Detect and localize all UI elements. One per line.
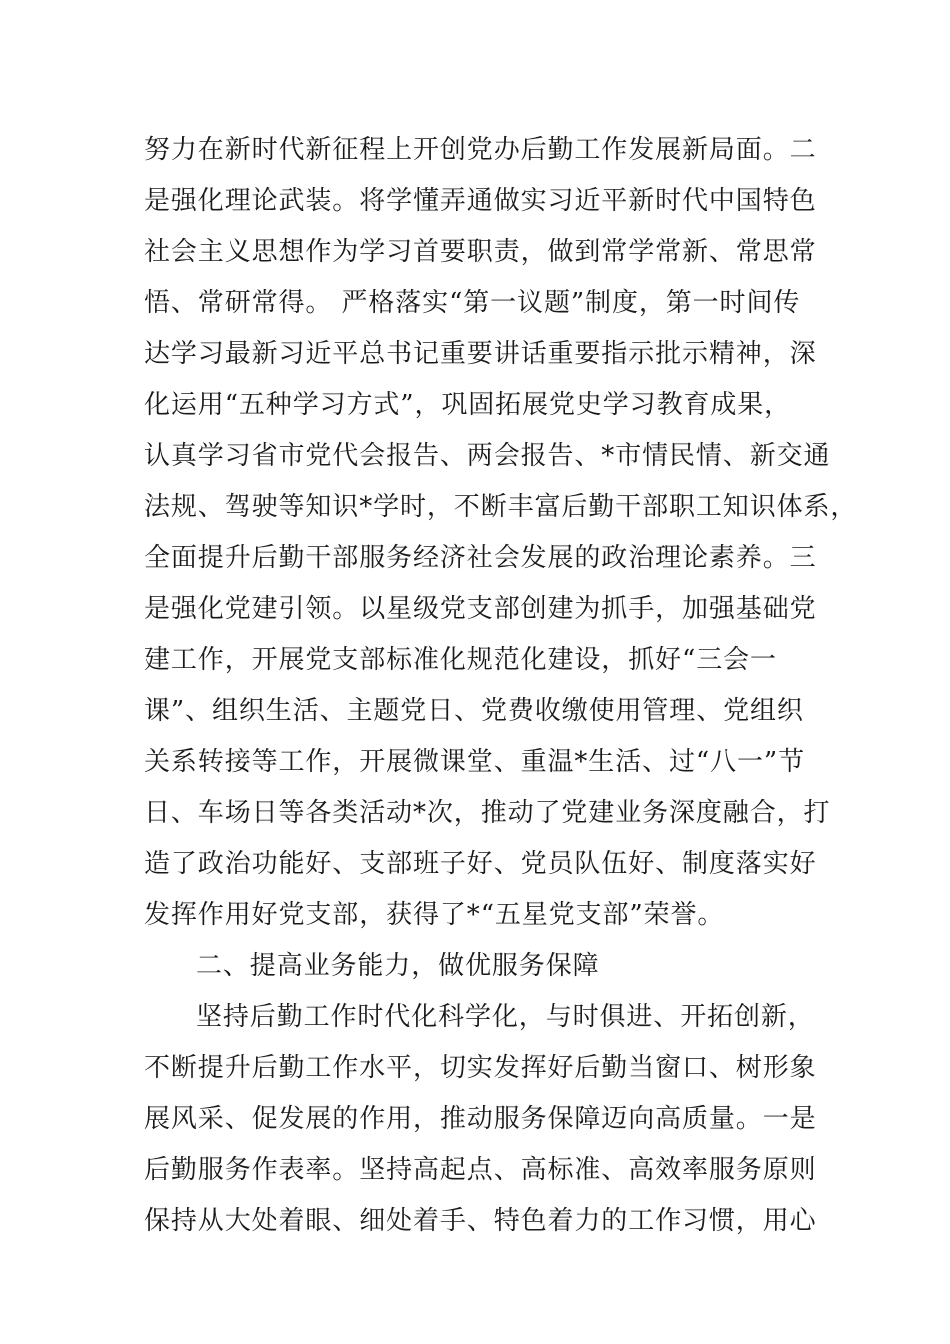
text-line: 化运用“五种学习方式”，巩固拓展党史学习教育成果，	[144, 390, 792, 420]
text-line: 课”、组织生活、主题党日、党费收缴使用管理、党组织	[144, 696, 804, 726]
text-line: 保持从大处着眼、细处着手、特色着力的工作习惯，用心	[144, 1206, 817, 1236]
text-line: 建工作，开展党支部标准化规范化建设，抓好“三会一	[144, 645, 777, 675]
text-line: 发挥作用好党支部，获得了*“五星党支部”荣誉。	[144, 900, 725, 930]
text-line: 是强化党建引领。以星级党支部创建为抓手，加强基础党	[144, 594, 817, 624]
paragraph-first-line: 坚持后勤工作时代化科学化，与时俱进、开拓创新，	[196, 1002, 815, 1032]
text-line: 不断提升后勤工作水平，切实发挥好后勤当窗口、树形象	[144, 1053, 817, 1083]
text-line: 后勤服务作表率。坚持高起点、高标准、高效率服务原则	[144, 1155, 817, 1185]
text-line: 达学习最新习近平总书记重要讲话重要指示批示精神，深	[144, 339, 817, 369]
section-heading: 二、提高业务能力，做优服务保障	[196, 951, 600, 981]
text-line: 造了政治功能好、支部班子好、党员队伍好、制度落实好	[144, 849, 817, 879]
text-line: 努力在新时代新征程上开创党办后勤工作发展新局面。二	[144, 135, 817, 165]
text-line: 全面提升后勤干部服务经济社会发展的政治理论素养。三	[144, 543, 817, 573]
text-line: 法规、驾驶等知识*学时，不断丰富后勤干部职工知识体系，	[144, 492, 858, 522]
text-line: 悟、常研常得。 严格落实“第一议题”制度，第一时间传	[144, 288, 801, 318]
text-line: 关系转接等工作，开展微课堂、重温*生活、过“八一”节	[144, 747, 805, 777]
text-line: 展风采、促发展的作用，推动服务保障迈向高质量。一是	[144, 1104, 817, 1134]
text-line: 日、车场日等各类活动*次，推动了党建业务深度融合，打	[144, 798, 831, 828]
text-line: 认真学习省市党代会报告、两会报告、*市情民情、新交通	[144, 441, 831, 471]
text-line: 社会主义思想作为学习首要职责，做到常学常新、常思常	[144, 237, 817, 267]
document-body	[144, 125, 858, 1247]
text-line: 是强化理论武装。将学懂弄通做实习近平新时代中国特色	[144, 186, 817, 216]
